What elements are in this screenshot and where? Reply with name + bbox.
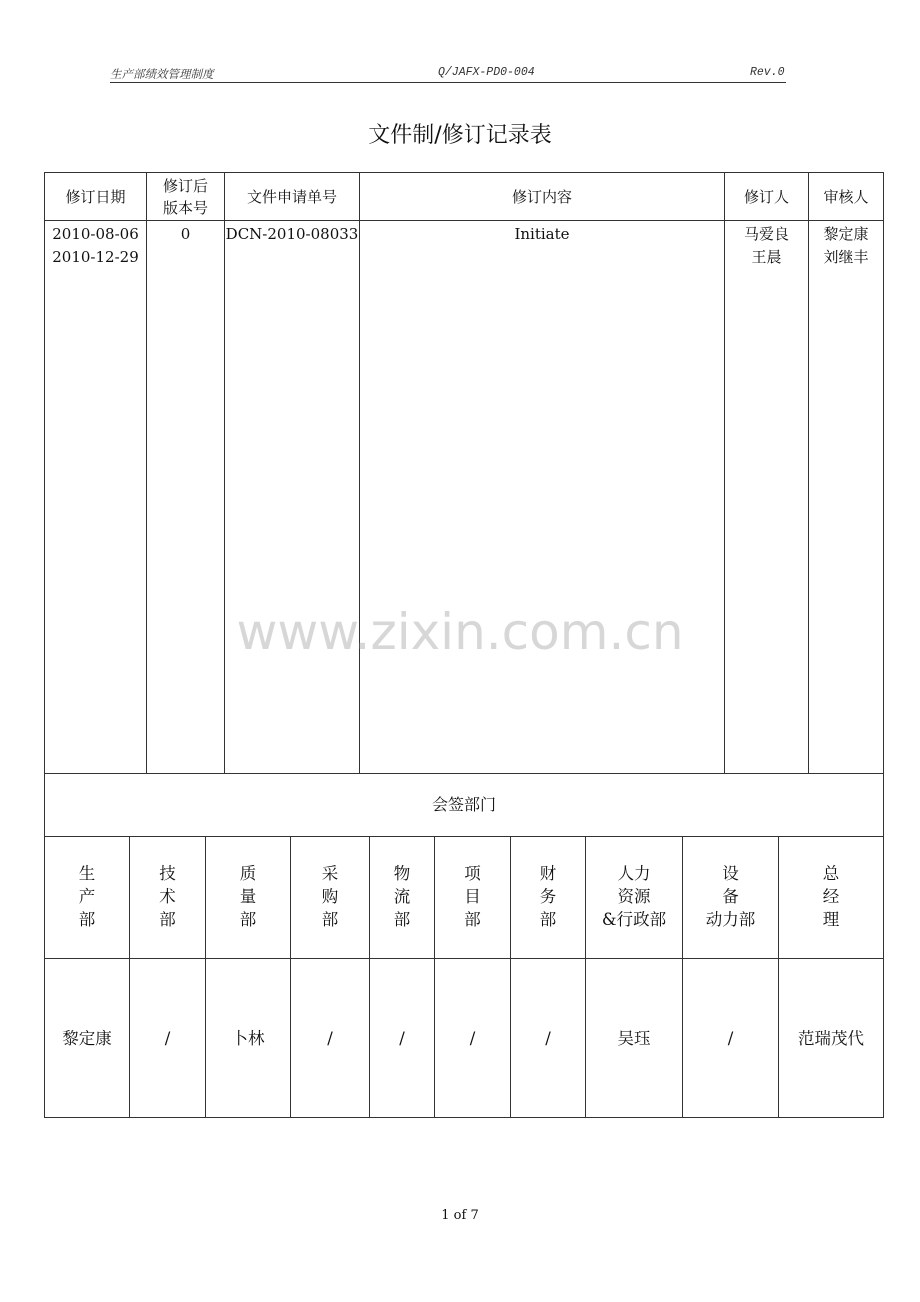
revision-dcn: DCN-2010-08033 <box>225 225 359 243</box>
dept-purchasing <box>291 862 369 931</box>
countersign-title: 会签部门 <box>431 795 496 814</box>
revision-content: Initiate <box>514 225 570 243</box>
header-dcn: 文件申请单号 <box>246 187 337 206</box>
row-divider <box>45 958 883 959</box>
reviewer-name: 黎定康 <box>823 225 869 243</box>
signer: / <box>164 1029 171 1048</box>
header-doc-name: 生产部绩效管理制度 <box>110 69 214 82</box>
signer: 范瑞茂代 <box>798 1029 864 1048</box>
reviser-name: 马爱良 <box>743 225 789 243</box>
dept-name-line: 项 <box>464 864 481 883</box>
dept-quality <box>206 862 290 931</box>
header-doc-code: Q/JAFX-PD0-004 <box>438 66 535 79</box>
signer: / <box>469 1029 476 1048</box>
dept-project <box>435 862 510 931</box>
row-divider <box>45 220 883 221</box>
revision-date: 2010-08-06 <box>52 225 139 243</box>
column-divider <box>224 173 225 774</box>
page-title: 文件制/修订记录表 <box>368 123 552 148</box>
dept-name-line: 部 <box>464 910 481 929</box>
dept-production <box>45 862 129 931</box>
dept-name-line: 备 <box>722 887 739 906</box>
dept-name-line: 资源 <box>617 887 651 906</box>
dept-name-line: 设 <box>722 864 739 883</box>
dept-technology <box>130 862 205 931</box>
revision-version: 0 <box>180 225 191 243</box>
page-header <box>110 66 786 83</box>
dept-name-line: 经 <box>822 887 840 906</box>
header-version-line: 修订后 <box>162 176 208 195</box>
header-version-line: 版本号 <box>162 198 208 217</box>
dept-name-line: 采 <box>321 864 339 883</box>
signer: 吴珏 <box>617 1029 651 1048</box>
header-reviser: 修订人 <box>743 187 789 206</box>
dept-name-line: 目 <box>464 887 481 906</box>
dept-name-line: 量 <box>239 887 257 906</box>
dept-name-line: 产 <box>78 887 96 906</box>
dept-name-line: 务 <box>539 887 557 906</box>
signer: / <box>327 1029 333 1048</box>
dept-equipment <box>683 862 778 931</box>
dept-name-line: 术 <box>159 887 176 906</box>
page-number: 1 of 7 <box>441 1208 479 1223</box>
dept-name-line: 动力部 <box>705 910 756 929</box>
dept-name-line: 部 <box>539 910 557 929</box>
header-revision-date: 修订日期 <box>65 187 126 206</box>
dept-name-line: 总 <box>822 864 840 883</box>
revision-revisers <box>725 223 808 269</box>
watermark: www.zixin.com.cn <box>236 603 684 661</box>
dept-hr-admin <box>586 862 682 931</box>
dept-finance <box>511 862 585 931</box>
dept-logistics <box>370 862 434 931</box>
dept-name-line: &行政部 <box>601 910 667 929</box>
dept-name-line: 物 <box>393 864 411 883</box>
column-divider <box>146 173 147 774</box>
signer: 卜林 <box>231 1029 265 1048</box>
signer: / <box>399 1029 405 1048</box>
revision-reviewers <box>809 223 883 269</box>
header-revision: Rev.0 <box>750 66 785 79</box>
reviser-name: 王晨 <box>751 248 782 266</box>
revision-dates <box>45 223 146 269</box>
signer: 黎定康 <box>62 1029 112 1048</box>
dept-name-line: 财 <box>539 864 557 883</box>
revision-date: 2010-12-29 <box>52 248 139 266</box>
dept-name-line: 生 <box>78 864 96 883</box>
dept-name-line: 部 <box>239 910 257 929</box>
header-version <box>147 173 224 220</box>
header-reviewer: 审核人 <box>823 187 869 206</box>
row-divider <box>45 836 883 837</box>
dept-name-line: 流 <box>393 887 411 906</box>
signer: / <box>545 1029 551 1048</box>
dept-name-line: 理 <box>822 910 840 929</box>
dept-name-line: 技 <box>159 864 176 883</box>
dept-name-line: 部 <box>321 910 339 929</box>
signer: / <box>727 1029 734 1048</box>
reviewer-name: 刘继丰 <box>823 248 869 266</box>
header-content: 修订内容 <box>511 187 572 206</box>
column-divider <box>359 173 360 774</box>
dept-name-line: 人力 <box>617 864 651 883</box>
dept-name-line: 部 <box>78 910 96 929</box>
dept-general-manager <box>779 862 883 931</box>
dept-name-line: 部 <box>393 910 411 929</box>
dept-name-line: 购 <box>321 887 339 906</box>
dept-name-line: 质 <box>239 864 257 883</box>
dept-name-line: 部 <box>159 910 176 929</box>
